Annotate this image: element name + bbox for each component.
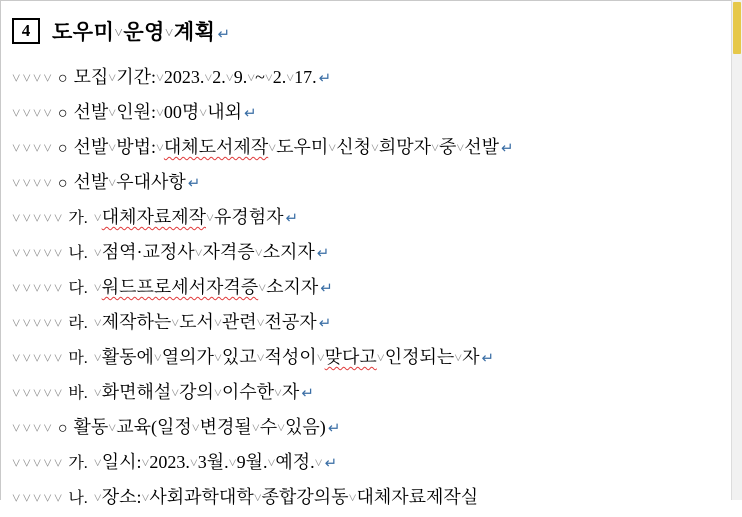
line-text: 점역·교정사 <box>101 242 195 262</box>
vertical-scrollbar[interactable] <box>731 0 742 500</box>
heading-row <box>12 14 718 48</box>
line-pilcrow: ↵ <box>316 246 330 262</box>
page-frame-left <box>0 0 1 500</box>
line-indent: ˅˅˅˅ <box>12 141 54 157</box>
line-indent: ˅˅˅˅˅ <box>12 246 65 262</box>
document-line: ˅˅˅˅˅ 라. ˅제작하는˅도서˅관련˅전공자 ↵ <box>12 312 332 332</box>
line-bullet: 라. <box>68 315 88 332</box>
line-bullet: ○ <box>57 105 68 122</box>
line-text: 모집 <box>73 67 109 87</box>
line-pilcrow: ↵ <box>327 421 341 437</box>
line-indent: ˅˅˅˅˅ <box>12 281 65 297</box>
line-pilcrow: ↵ <box>187 176 201 192</box>
document-line: ˅˅˅˅ ○ 선발˅방법:˅대체도서제작˅도우미˅신청˅희망자˅중˅선발 ↵ <box>12 137 514 157</box>
line-indent: ˅˅˅˅ <box>12 176 54 192</box>
line-bullet: ○ <box>57 70 68 87</box>
line-pilcrow: ↵ <box>243 106 257 122</box>
line-indent: ˅˅˅˅˅ <box>12 386 65 402</box>
spellcheck-word: 대체자료제작 <box>101 207 207 227</box>
heading-word-1: 도우미 <box>52 20 115 44</box>
document-line: ˅˅˅˅ ○ 선발˅우대사항 ↵ <box>12 172 201 192</box>
line-text: 선발 <box>73 102 109 122</box>
line-indent: ˅˅˅˅˅ <box>12 316 65 332</box>
document-line: ˅˅˅˅ ○ 활동˅교육(일정˅변경될˅수˅있음) ↵ <box>12 417 341 437</box>
line-indent: ˅˅˅˅˅ <box>12 456 65 472</box>
document-line: ˅˅˅˅˅ 나. ˅장소:˅사회과학대학˅종합강의동˅대체자료제작실 <box>12 487 479 507</box>
heading-dot-1: ˅ <box>114 25 124 42</box>
heading-word-3: 계획 <box>173 20 216 44</box>
line-indent: ˅˅˅˅ <box>12 71 54 87</box>
line-bullet: 마. <box>68 350 88 367</box>
document-line: ˅˅˅˅ ○ 모집˅기간:˅2023.˅2.˅9.˅~˅2.˅17. ↵ <box>12 67 332 87</box>
document-line: ˅˅˅˅˅ 바. ˅화면해설˅강의˅이수한˅자 ↵ <box>12 382 314 402</box>
line-bullet: 가. <box>68 210 88 227</box>
heading-pilcrow: ↵ <box>217 27 231 43</box>
line-text: 활동에 <box>101 347 154 367</box>
line-indent: ˅˅˅˅˅ <box>12 351 65 367</box>
line-pilcrow: ↵ <box>318 71 332 87</box>
document-line: ˅˅˅˅˅ 다. ˅워드프로세서자격증˅소지자 ↵ <box>12 277 333 297</box>
line-text: 제작하는 <box>101 312 172 332</box>
spellcheck-word: 맞다고 <box>324 347 377 367</box>
line-bullet: 다. <box>68 280 88 297</box>
line-indent: ˅˅˅˅ <box>12 421 54 437</box>
document-body <box>12 14 718 507</box>
line-bullet: ○ <box>57 140 68 157</box>
line-bullet: 나. <box>68 490 88 507</box>
line-text: 화면해설 <box>101 382 172 402</box>
line-text: 선발 <box>73 137 109 157</box>
line-indent: ˅˅˅˅˅ <box>12 491 65 507</box>
line-text: 선발 <box>73 172 109 192</box>
line-bullet: 바. <box>68 385 88 402</box>
scrollbar-thumb[interactable] <box>733 2 741 54</box>
document-line: ˅˅˅˅˅ 가. ˅대체자료제작˅유경험자 ↵ <box>12 207 299 227</box>
line-text: 활동 <box>73 417 109 437</box>
heading-word-2: 운영 <box>123 20 165 44</box>
line-bullet: ○ <box>57 175 68 192</box>
line-pilcrow: ↵ <box>285 211 299 227</box>
document-line: ˅˅˅˅ ○ 선발˅인원:˅00명˅내외 ↵ <box>12 102 257 122</box>
document-line: ˅˅˅˅˅ 가. ˅일시:˅2023.˅3월.˅9월.˅예정.˅ ↵ <box>12 452 338 472</box>
line-text: 일시: <box>101 452 142 472</box>
spellcheck-word: 대체도서제작 <box>163 137 269 157</box>
line-pilcrow: ↵ <box>501 141 514 157</box>
heading-dot-2: ˅ <box>164 25 174 42</box>
line-pilcrow: ↵ <box>318 316 332 332</box>
line-pilcrow: ↵ <box>320 281 333 297</box>
page-frame-top <box>0 0 742 1</box>
line-text: 장소: <box>101 487 142 507</box>
document-line: ˅˅˅˅˅ 나. ˅점역·교정사˅자격증˅소지자 ↵ <box>12 242 330 262</box>
line-pilcrow: ↵ <box>301 386 314 402</box>
line-pilcrow: ↵ <box>324 456 338 472</box>
line-pilcrow: ↵ <box>481 351 495 367</box>
spellcheck-word: 워드프로세서자격증 <box>101 277 259 297</box>
line-bullet: ○ <box>57 420 68 437</box>
page-title <box>52 16 231 46</box>
line-indent: ˅˅˅˅ <box>12 106 54 122</box>
heading-number-box: 4 <box>12 18 40 44</box>
line-text: 유경험자 <box>213 207 284 227</box>
document-line: ˅˅˅˅˅ 마. ˅활동에˅열의가˅있고˅적성이˅맞다고˅인정되는˅자 ↵ <box>12 347 495 367</box>
line-text: 소지자 <box>266 277 319 297</box>
line-indent: ˅˅˅˅˅ <box>12 211 65 227</box>
line-bullet: 나. <box>68 245 88 262</box>
line-bullet: 가. <box>68 455 88 472</box>
